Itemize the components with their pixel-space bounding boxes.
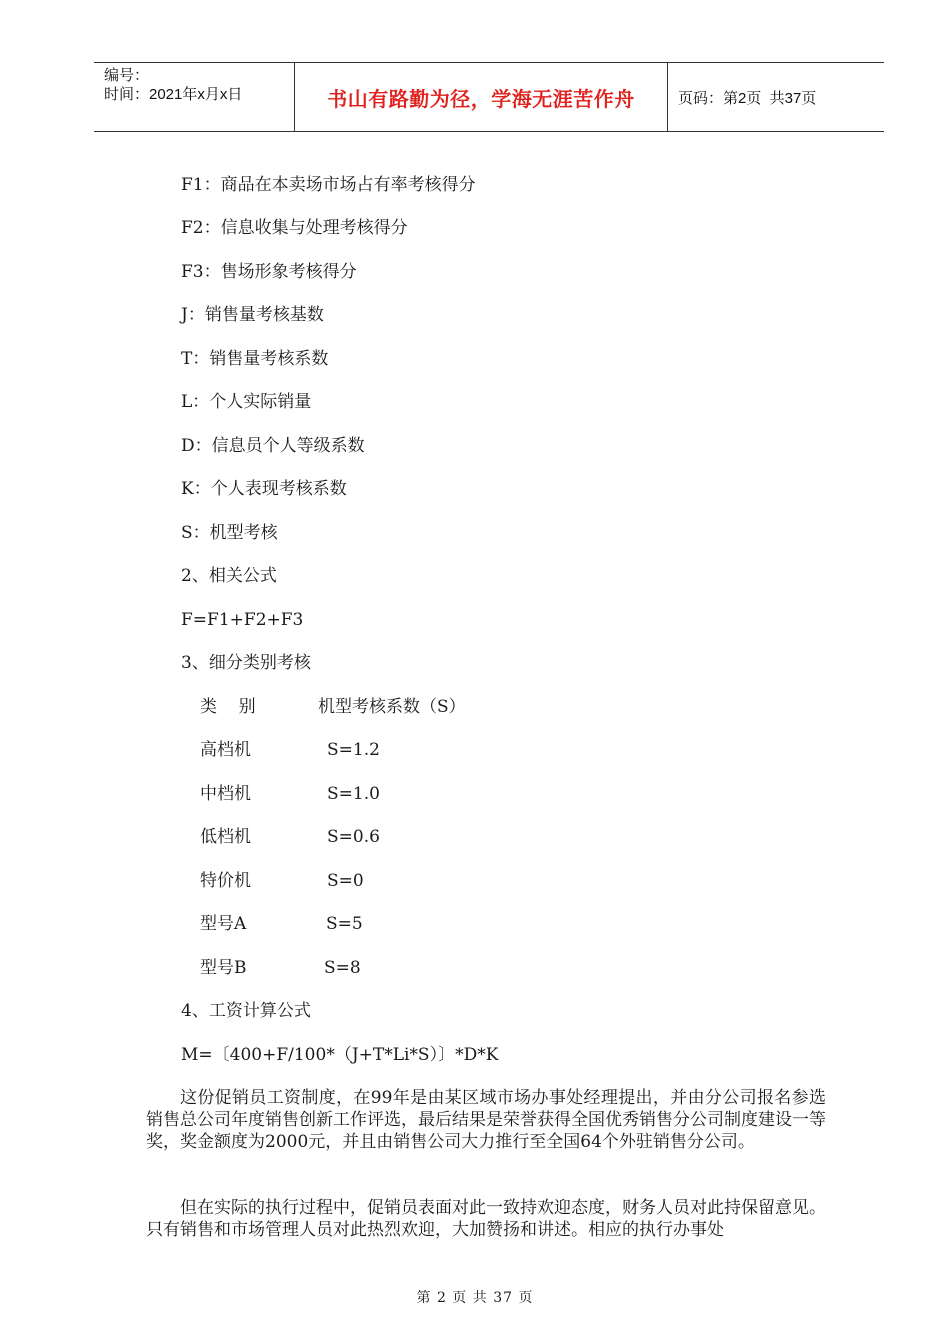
time-label: 时间：2021年x月x日	[104, 86, 243, 103]
table-row-category: 低档机	[200, 827, 251, 847]
table-header-category: 类 别	[200, 697, 256, 717]
header-page-info	[678, 63, 816, 131]
table-row-value: S=1.0	[327, 784, 380, 804]
formula-m: M=〔400+F/100*（J+T*Li*S）〕*D*K	[181, 1045, 499, 1065]
table-row-value: S=0	[327, 871, 364, 891]
table-header-coefficient: 机型考核系数（S）	[318, 697, 466, 717]
definition-line: S：机型考核	[181, 523, 278, 543]
page-header	[94, 62, 884, 132]
table-row-category: 高档机	[200, 740, 251, 760]
number-label: 编号：	[104, 67, 150, 84]
section-heading: 3、细分类别考核	[181, 653, 311, 673]
body-paragraph: 这份促销员工资制度，在99年是由某区域市场办事处经理提出，并由分公司报名参选销售总公司年度销售创新工作评选，最后结果是荣誉获得全国优秀销售分公司制度建设一等奖，奖金额度为2000元，并且由销售公司大力推行至全国64个外驻销售分公司。	[146, 1088, 826, 1152]
definition-line: L：个人实际销量	[181, 392, 312, 412]
page-footer: 第 2 页 共 37 页	[416, 1290, 534, 1306]
table-row-value: S=1.2	[327, 740, 380, 760]
table-row-value: S=8	[324, 958, 361, 978]
definition-line: F2：信息收集与处理考核得分	[181, 218, 408, 238]
definition-line: J：销售量考核基数	[181, 305, 324, 325]
definition-line: D：信息员个人等级系数	[181, 436, 365, 456]
definition-line: K：个人表现考核系数	[181, 479, 347, 499]
body-paragraph: 但在实际的执行过程中，促销员表面对此一致持欢迎态度，财务人员对此持保留意见。只有销售和市场管理人员对此热烈欢迎，大加赞扬和讲述。相应的执行办事处	[146, 1198, 826, 1240]
header-divider	[667, 63, 668, 131]
definition-line: F3：售场形象考核得分	[181, 262, 357, 282]
table-row-value: S=5	[326, 914, 363, 934]
table-row-category: 中档机	[200, 784, 251, 804]
header-motto: 书山有路勤为径，学海无涯苦作舟	[327, 86, 635, 111]
definition-line: T：销售量考核系数	[181, 349, 329, 369]
formula-f: F=F1+F2+F3	[181, 610, 304, 630]
table-row-category: 型号A	[200, 914, 247, 934]
table-row-category: 特价机	[200, 871, 251, 891]
header-meta	[104, 66, 242, 104]
table-row-value: S=0.6	[327, 827, 380, 847]
table-row-category: 型号B	[200, 958, 247, 978]
section-heading: 2、相关公式	[181, 566, 277, 586]
section-heading: 4、工资计算公式	[181, 1001, 311, 1021]
definition-line: F1：商品在本卖场市场占有率考核得分	[181, 175, 476, 195]
page-info-text: 页码：第2页 共37页	[678, 89, 817, 107]
